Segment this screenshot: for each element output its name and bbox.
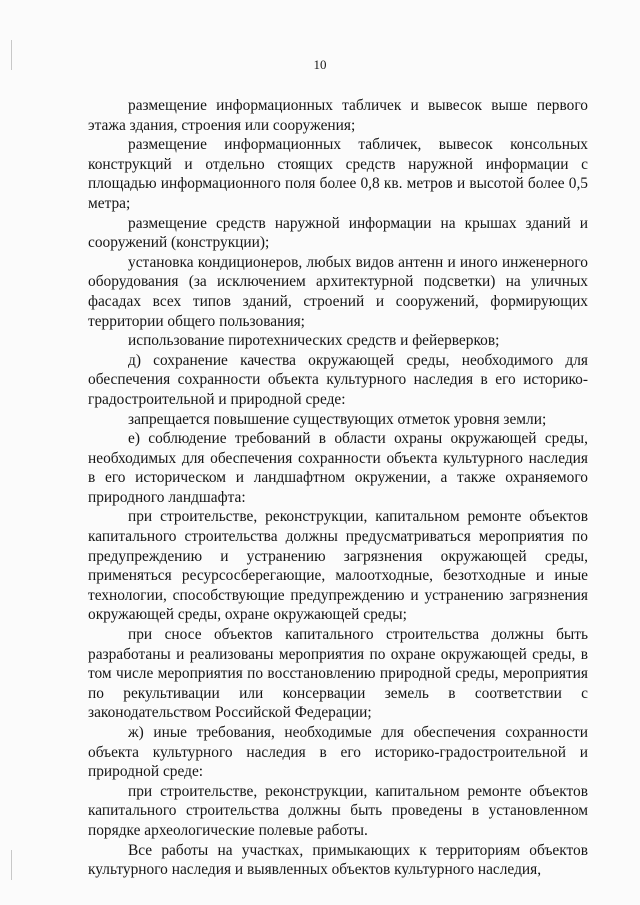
paragraph: запрещается повышение существующих отметок уровня земли;: [128, 410, 547, 428]
paragraph: при строительстве, реконструкции, капитальном ремонте объектов капитального строительства должны быть проведены в установленном порядке археологические полевые работы.: [88, 782, 588, 839]
paragraph: использование пиротехнических средств и фейерверков;: [128, 332, 500, 350]
paragraph: размещение средств наружной информации на крышах зданий и сооружений (конструкции);: [88, 214, 588, 252]
paragraph: е) соблюдение требований в области охраны окружающей среды, необходимых для обеспечения сохранности объекта культурного наследия в его историческом и ландшафтном окружении, а также охраняемого природного ландшафта:: [88, 430, 588, 506]
scan-edge-mark: [11, 850, 12, 880]
paragraph: Все работы на участках, примыкающих к территориям объектов культурного наследия и выявленных объектов культурного наследия,: [88, 841, 588, 879]
paragraph: д) сохранение качества окружающей среды, необходимого для обеспечения сохранности объекта культурного наследия в его историко-градостроительной и природной среде:: [88, 351, 588, 408]
paragraph: ж) иные требования, необходимые для обеспечения сохранности объекта культурного наследия в его историко-градостроительной и природной среде:: [88, 724, 588, 781]
document-text: [88, 96, 588, 880]
page-number: 10: [313, 57, 327, 72]
paragraph: установка кондиционеров, любых видов антенн и иного инженерного оборудования (за исключением архитектурной подсветки) на уличных фасадах всех типов зданий, строений и сооружений, формирующих территории общего пользования;: [88, 253, 588, 330]
paragraph: размещение информационных табличек и вывесок выше первого этажа здания, строения или сооружения;: [88, 97, 588, 134]
paragraph: размещение информационных табличек, вывесок консольных конструкций и отдельно стоящих средств наружной информации с площадью информационного поля более 0,8 кв. метров и высотой более 0,5 метра;: [88, 136, 588, 212]
paragraph: при строительстве, реконструкции, капитальном ремонте объектов капитального строительства должны предусматриваться мероприятия по предупреждению и устранению загрязнения окружающей среды, применяться ресурсосберегающие, малоотходные, безотходные и иные технологии, способствующие предупреждению и устранению загрязнения окружающей среды, охране окружающей среды;: [88, 508, 588, 624]
paragraph: при сносе объектов капитального строительства должны быть разработаны и реализованы мероприятия по охране окружающей среды, в том числе мероприятия по восстановлению природной среды, мероприятия по рекультивации или консервации земель в соответствии с законодательством Российской Федерации;: [88, 626, 588, 722]
